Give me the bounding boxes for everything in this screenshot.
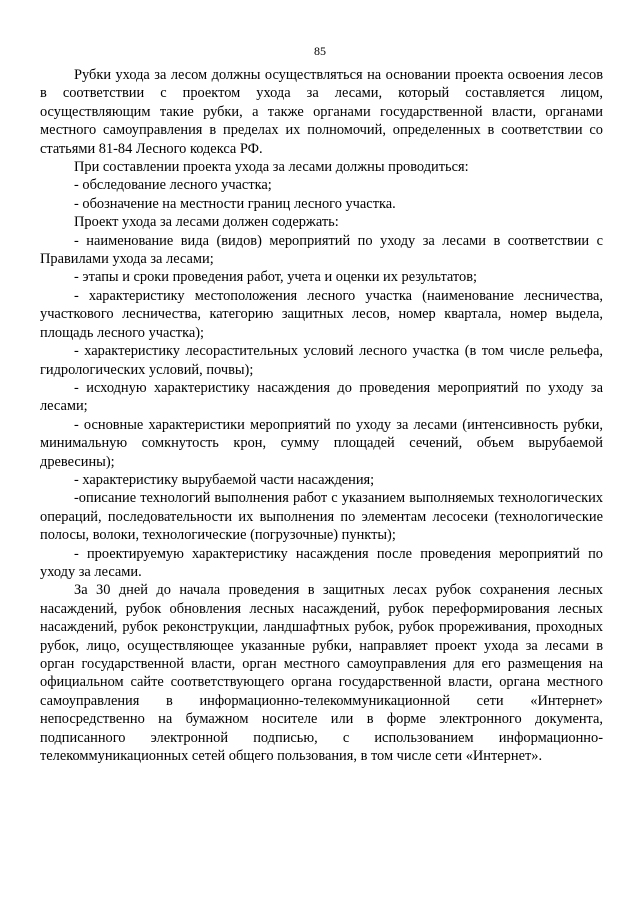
list-item: - проектируемую характеристику насаждения после проведения мероприятий по уходу за лесами. — [40, 545, 603, 580]
paragraph-4: За 30 дней до начала проведения в защитных лесах рубок сохранения лесных насаждений, рубок обновления лесных насаждений, рубок переформирования лесных насаждений, рубок реконструкции, ландшафтных рубок, рубок прореживания, проходных рубок, лицо, осуществляющее указанные рубки, направляет проект ухода за лесами в орган государственной власти, орган местного самоуправления для его размещения на официальном сайте соответствующего органа государственной власти, органа местного самоуправления в информационно-телекоммуникационной сети «Интернет» непосредственно на бумажном носителе или в форме электронного документа, подписанного электронной подписью, с использованием информационно-телекоммуникационных сетей общего пользования, в том числе сети «Интернет». — [40, 582, 603, 765]
list-item: - наименование вида (видов) мероприятий по уходу за лесами в соответствии с Правилами ухода за лесами; — [40, 232, 603, 268]
list-item: - характеристику местоположения лесного участка (наименование лесничества, участкового лесничества, категорию защитных лесов, номер квартала, номер выдела, площадь лесного участка); — [40, 287, 603, 341]
list-item: - обследование лесного участка; — [74, 177, 272, 194]
list-item: - характеристику вырубаемой части насаждения; — [74, 471, 375, 488]
page-number: 85 — [314, 44, 326, 58]
list-item: - обозначение на местности границ лесного участка. — [74, 195, 396, 212]
paragraph-2: При составлении проекта ухода за лесами должны проводиться: — [74, 159, 469, 176]
list-item: - характеристику лесорастительных условий лесного участка (в том числе рельефа, гидрологических условий, почвы); — [40, 343, 603, 378]
list-item: - этапы и сроки проведения работ, учета и оценки их результатов; — [74, 269, 478, 286]
list-item: - основные характеристики мероприятий по уходу за лесами (интенсивность рубки, минимальную сомкнутость крон, сумму площадей сечений, объем вырубаемой древесины); — [40, 416, 603, 470]
body-text — [40, 66, 603, 765]
list-item: - исходную характеристику насаждения до проведения мероприятий по уходу за лесами; — [40, 379, 603, 415]
paragraph-3: Проект ухода за лесами должен содержать: — [74, 214, 339, 231]
list-item: -описание технологий выполнения работ с указанием выполняемых технологических операций, последовательности их выполнения по элементам лесосеки (технологические полосы, волоки, технологические (погрузочные) пункты); — [40, 490, 603, 544]
paragraph-1: Рубки ухода за лесом должны осуществляться на основании проекта освоения лесов в соответствии с проектом ухода за лесами, который составляется лицом, осуществляющим такие рубки, а также органами государственной власти, органами местного самоуправления в пределах их полномочий, определенных в соответствии со статьями 81-84 Лесного кодекса РФ. — [40, 67, 603, 157]
